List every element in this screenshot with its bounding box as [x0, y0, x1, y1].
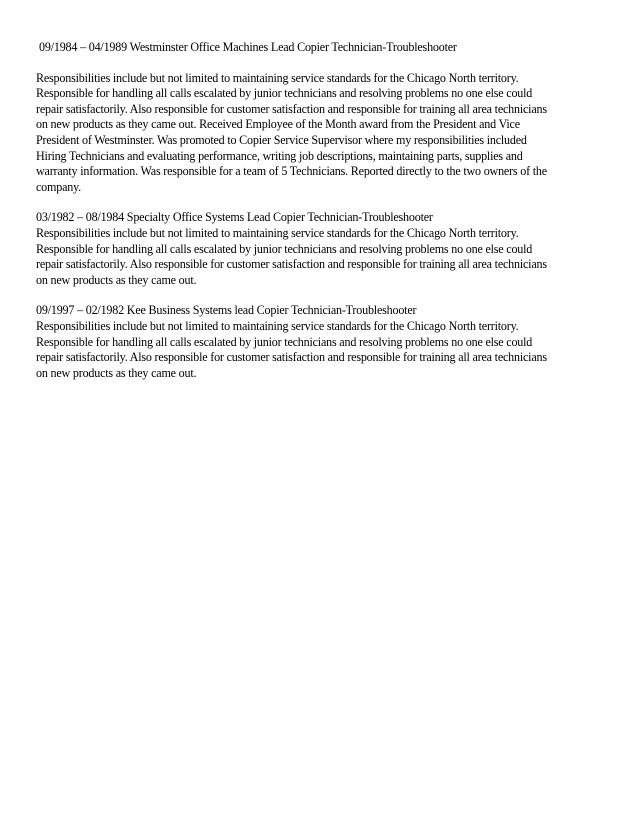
description-line: warranty information. Was responsible for a team of 5 Technicians. Reported directly to the two owners of the: [36, 164, 547, 179]
description-line: on new products as they came out.: [36, 365, 197, 380]
entry-description: [36, 226, 602, 288]
description-line: Responsible for handling all calls escalated by junior technicians and resolving problems no one else could: [36, 86, 533, 101]
description-line: Hiring Technicians and evaluating performance, writing job descriptions, maintaining parts, supplies and: [36, 148, 523, 163]
entry-title: 03/1982 – 08/1984 Specialty Office Systems Lead Copier Technician-Troubleshooter: [36, 210, 433, 225]
document-page: [36, 40, 602, 396]
description-line: company.: [36, 179, 81, 194]
entry-title: 09/1984 – 04/1989 Westminster Office Machines Lead Copier Technician-Troubleshooter: [39, 40, 457, 54]
description-line: Responsible for handling all calls escalated by junior technicians and resolving problems no one else could: [36, 334, 533, 349]
entry-description: [36, 319, 602, 381]
description-line: repair satisfactorily. Also responsible for customer satisfaction and responsible for training all area technicians: [36, 257, 547, 272]
description-line: repair satisfactorily. Also responsible for customer satisfaction and responsible for training all area technicians: [36, 350, 547, 365]
description-line: Responsibilities include but not limited to maintaining service standards for the Chicago North territory.: [36, 70, 519, 85]
description-line: Responsible for handling all calls escalated by junior technicians and resolving problems no one else could: [36, 241, 533, 256]
description-line: on new products as they came out. Received Employee of the Month award from the President and Vice: [36, 117, 520, 132]
description-line: Responsibilities include but not limited to maintaining service standards for the Chicago North territory.: [36, 225, 519, 240]
description-line: repair satisfactorily. Also responsible for customer satisfaction and responsible for training all area technicians: [36, 101, 547, 116]
employment-entry-westminster: [36, 40, 602, 195]
description-line: President of Westminster. Was promoted to Copier Service Supervisor where my responsibilities included: [36, 132, 527, 147]
entry-description: [36, 71, 602, 196]
entry-title: 09/1997 – 02/1982 Kee Business Systems lead Copier Technician-Troubleshooter: [36, 303, 417, 318]
description-line: Responsibilities include but not limited to maintaining service standards for the Chicago North territory.: [36, 318, 519, 333]
employment-entry-specialty: [36, 210, 602, 288]
description-line: on new products as they came out.: [36, 272, 197, 287]
employment-entry-kee: [36, 303, 602, 381]
